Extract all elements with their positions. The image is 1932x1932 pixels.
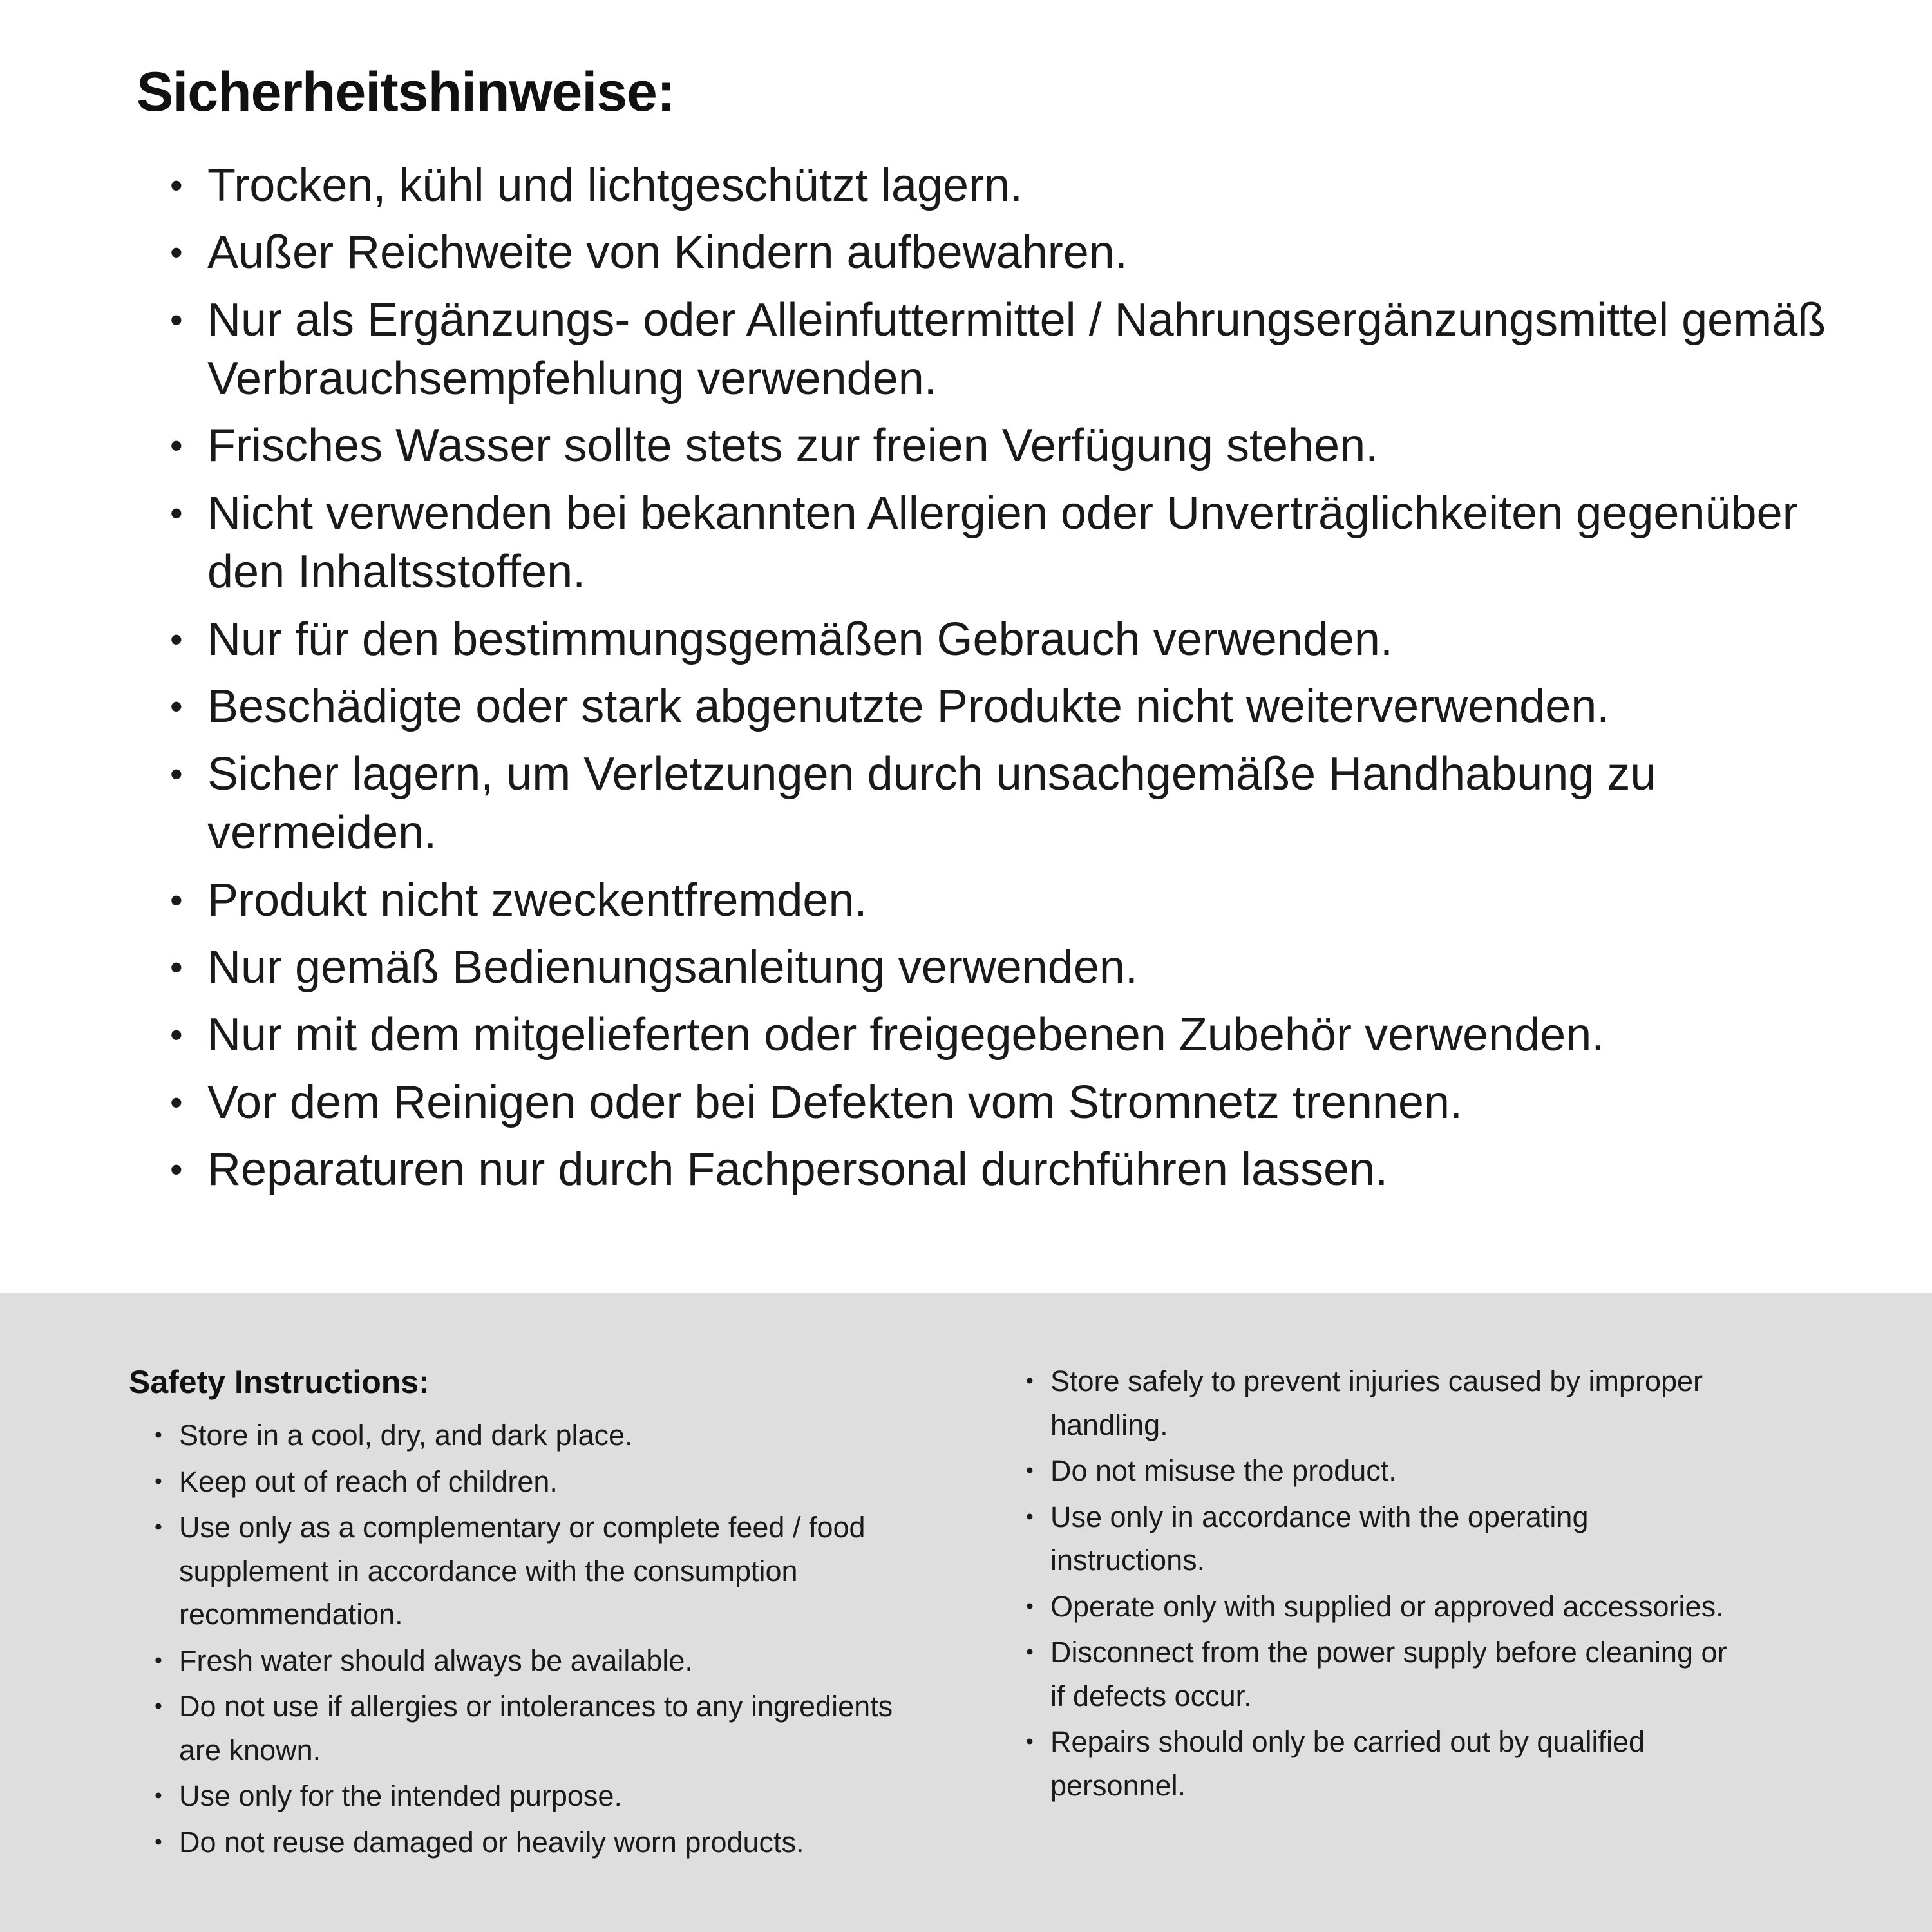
- list-item: • Reparaturen nur durch Fachpersonal durchführen lassen.: [170, 1141, 1870, 1199]
- list-item: • Produkt nicht zweckentfremden.: [170, 871, 1870, 930]
- list-item: • Repairs should only be carried out by qualified personnel.: [1026, 1720, 1728, 1807]
- list-item: • Nur für den bestimmungsgemäßen Gebrauch verwenden.: [170, 611, 1870, 669]
- german-title: Sicherheitshinweise:: [137, 61, 675, 123]
- list-item: • Fresh water should always be available.: [155, 1639, 895, 1683]
- english-title: Safety Instructions:: [129, 1364, 430, 1400]
- list-item: • Nur mit dem mitgelieferten oder freigegebenen Zubehör verwenden.: [170, 1006, 1870, 1065]
- list-item: • Store safely to prevent injuries caused by improper handling.: [1026, 1359, 1728, 1446]
- list-item: • Trocken, kühl und lichtgeschützt lagern.: [170, 156, 1870, 215]
- english-section: [0, 1293, 1932, 1932]
- list-item: • Frisches Wasser sollte stets zur freien Verfügung stehen.: [170, 417, 1870, 475]
- list-item: • Do not misuse the product.: [1026, 1449, 1728, 1493]
- list-item: • Do not use if allergies or intolerances to any ingredients are known.: [155, 1685, 895, 1772]
- english-right-list: [1026, 1359, 1728, 1807]
- list-item: • Do not reuse damaged or heavily worn products.: [155, 1821, 895, 1864]
- list-item: • Operate only with supplied or approved accessories.: [1026, 1585, 1728, 1629]
- list-item: • Use only as a complementary or complete feed / food supplement in accordance with the consumption recommendation.: [155, 1506, 895, 1636]
- list-item: • Use only in accordance with the operating instructions.: [1026, 1495, 1728, 1582]
- english-right-column: [1026, 1359, 1786, 1810]
- list-item: • Keep out of reach of children.: [155, 1460, 895, 1504]
- list-item: • Store in a cool, dry, and dark place.: [155, 1414, 895, 1457]
- list-item: • Nicht verwenden bei bekannten Allergien oder Unverträglichkeiten gegenüber den Inhaltsstoffen.: [170, 484, 1870, 601]
- german-safety-list: [137, 156, 1870, 1200]
- list-item: • Use only for the intended purpose.: [155, 1774, 895, 1818]
- list-item: • Nur als Ergänzungs- oder Alleinfuttermittel / Nahrungsergänzungsmittel gemäß Verbrauchsempfehlung verwenden.: [170, 291, 1870, 408]
- english-left-column: [129, 1359, 979, 1866]
- list-item: • Vor dem Reinigen oder bei Defekten vom Stromnetz trennen.: [170, 1074, 1870, 1132]
- english-left-list: [129, 1414, 895, 1864]
- list-item: • Außer Reichweite von Kindern aufbewahren.: [170, 223, 1870, 282]
- list-item: • Sicher lagern, um Verletzungen durch unsachgemäße Handhabung zu vermeiden.: [170, 745, 1870, 862]
- list-item: • Nur gemäß Bedienungsanleitung verwenden.: [170, 938, 1870, 997]
- list-item: • Disconnect from the power supply before cleaning or if defects occur.: [1026, 1631, 1728, 1718]
- list-item: • Beschädigte oder stark abgenutzte Produkte nicht weiterverwenden.: [170, 677, 1870, 736]
